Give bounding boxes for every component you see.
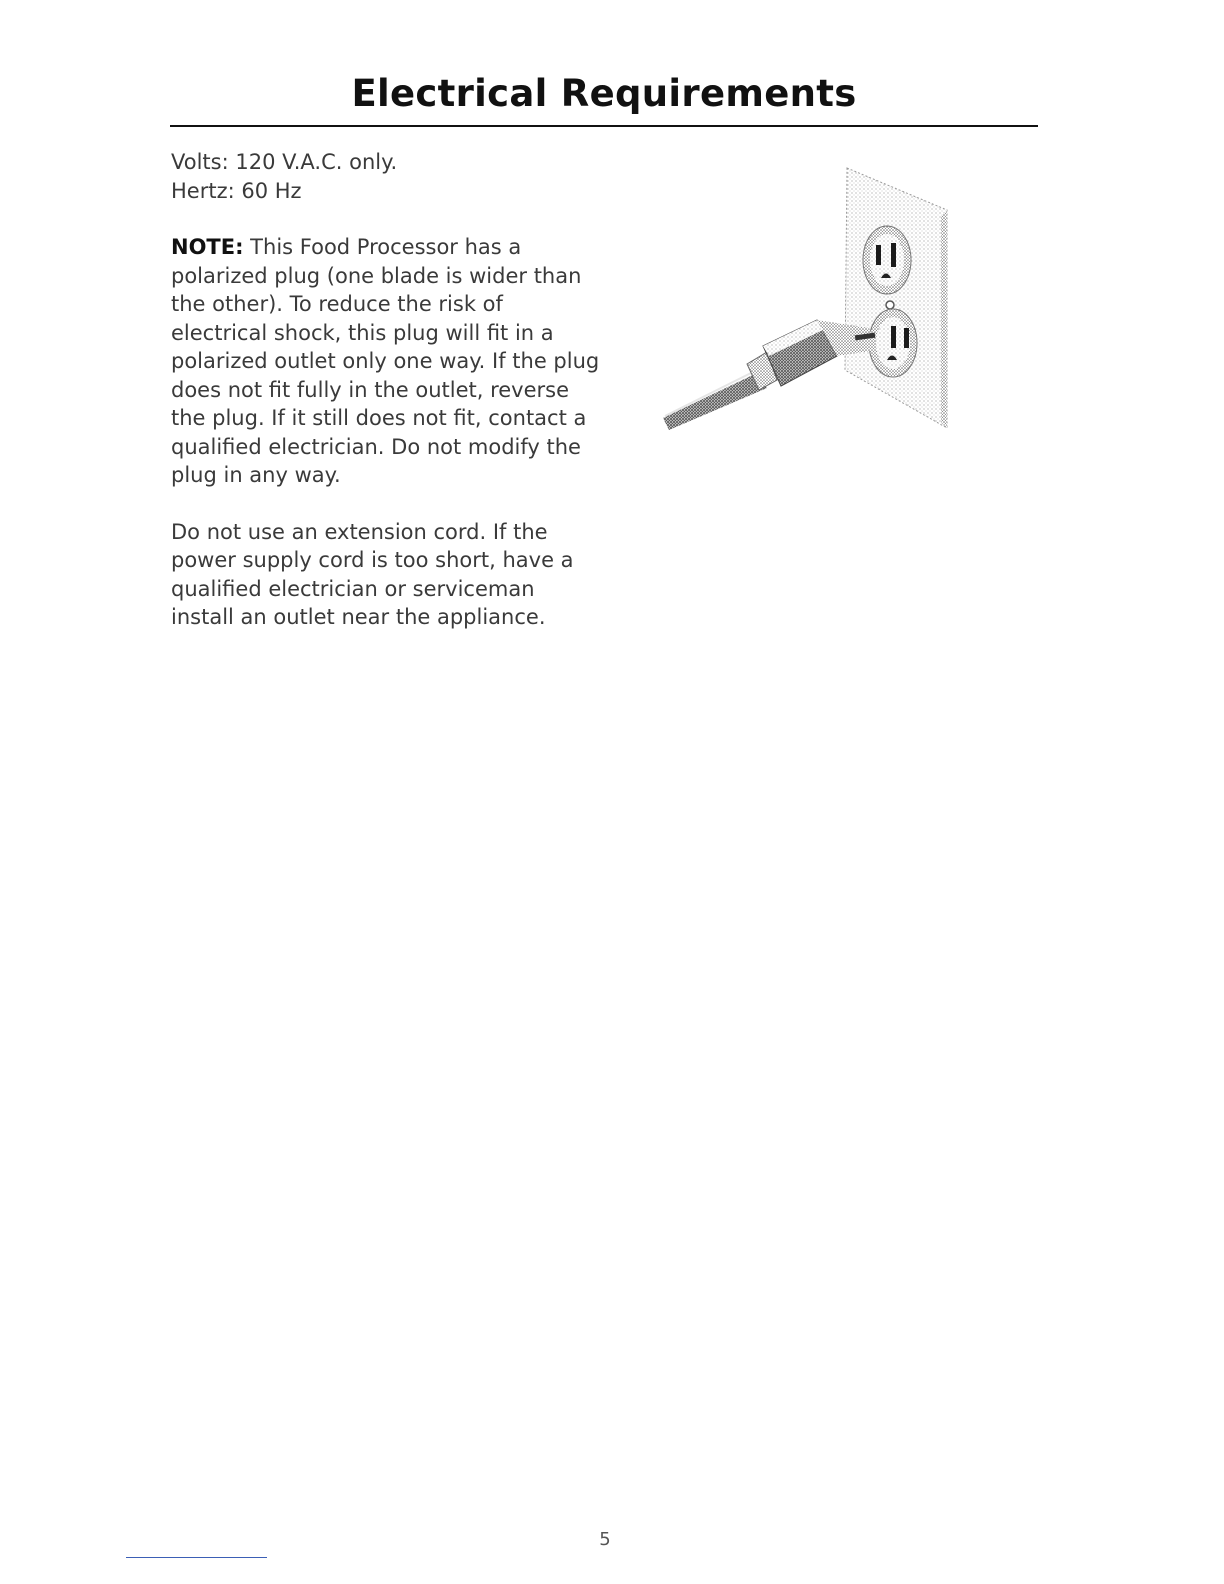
extension-cord-warning: Do not use an extension cord. If the power supply cord is too short, have a qualified electrician or serviceman install an outlet near the appliance.: [171, 519, 574, 629]
footer-divider: [126, 1557, 267, 1558]
note-text: This Food Processor has a polarized plug (one blade is wider than the other). To reduce the risk of electrical shock, this plug will fit in a polarized outlet only one way. If the plug does not fit fully in the outlet, reverse the plug. If it still does not fit, contact a qualified electrician. Do not modify the plug in any way.: [171, 235, 600, 487]
note-label: NOTE:: [171, 235, 244, 259]
hertz-spec: Hertz: 60 Hz: [171, 178, 302, 203]
volts-spec: Volts: 120 V.A.C. only.: [171, 150, 398, 174]
body-content: [171, 148, 601, 632]
specs-block: [171, 148, 601, 205]
plug-in-outlet-icon: [655, 160, 955, 430]
page-title: Electrical Requirements: [351, 72, 857, 115]
title-divider: [170, 125, 1038, 127]
page-number: 5: [599, 1529, 611, 1550]
note-paragraph: [171, 233, 601, 490]
